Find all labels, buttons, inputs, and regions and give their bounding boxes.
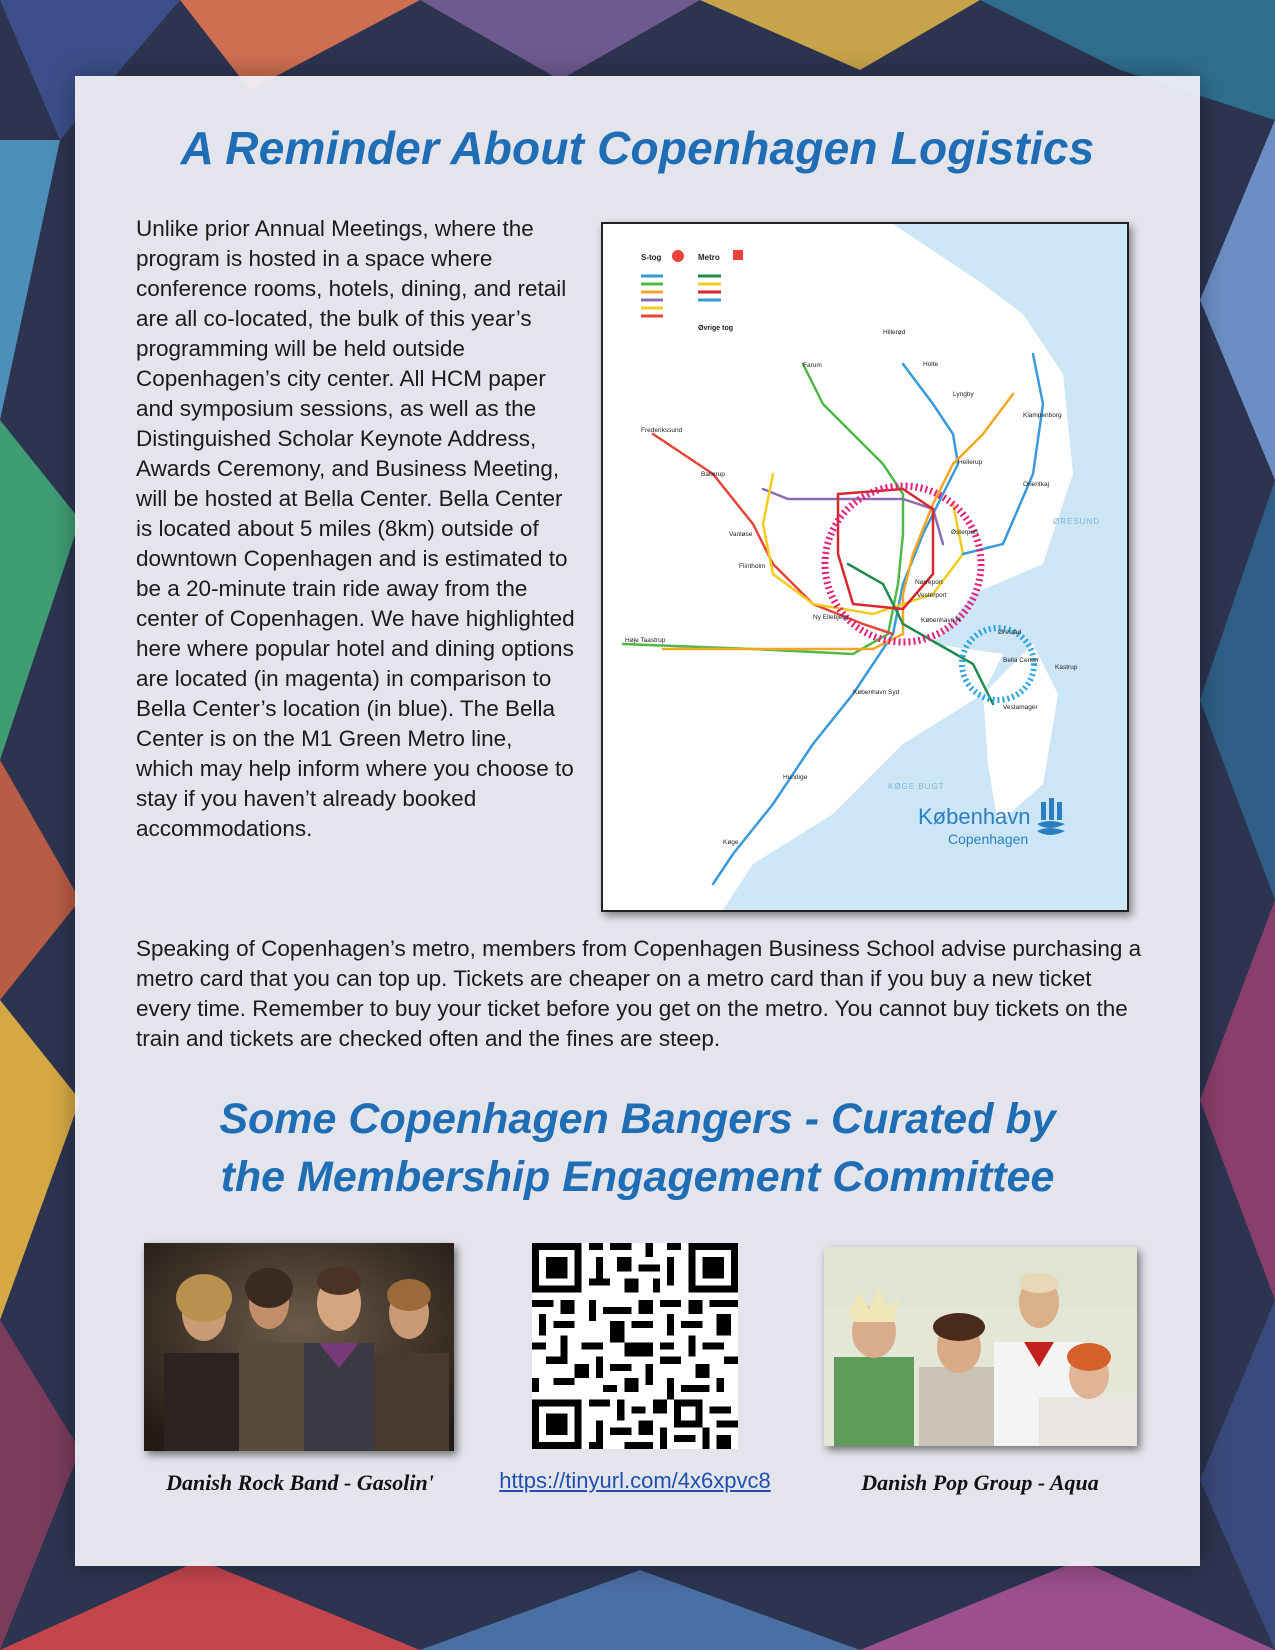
station-label: Østerport [951,529,979,536]
map-brand-sub: Copenhagen [948,831,1029,847]
intro-paragraph: Unlike prior Annual Meetings, where the program is hosted in a space where conference rooms, hotels, dining, and retail are all co-located, the bulk of this year’s programming will be held outside Copenhagen’s city center. All HCM paper and symposium sessions, as well as the Distinguished Scholar Keynote Address, Awards Ceremony, and Business Meeting, will be hosted at Bella Center. Bella Center is located about 5 miles (8km) outside of downtown Copenhagen and is estimated to be a 20-minute train ride away from the center of Copenhagen. We have highlighted here where popular hotel and dining options are located (in magenta) in comparison to Bella Center’s location (in blue). The Bella Center is on the M1 Green Metro line, which may help inform where you choose to stay if you haven’t already booked accommodations. [136,216,575,841]
station-label: Vesterport [917,592,947,599]
station-label: Orientkaj [1023,481,1050,488]
station-label: Lyngby [953,391,974,398]
station-label: Hundige [783,774,808,781]
station-label: Klampenborg [1023,412,1062,419]
gasolin-caption: Danish Rock Band - Gasolin' [166,1470,434,1495]
sea-label: ØRESUND [1053,517,1101,526]
station-label: Vanløse [729,531,753,538]
aqua-caption: Danish Pop Group - Aqua [861,1470,1099,1495]
station-label: Nørreport [915,579,943,586]
station-label: Høje Taastrup [625,637,666,644]
playlist-qr-code[interactable] [532,1243,738,1449]
legend-other: Øvrige tog [698,325,734,332]
station-label: Ørestad [998,629,1022,636]
legend-metro: Metro [698,253,720,262]
aqua-group-photo [824,1247,1137,1446]
copenhagen-transit-map [601,222,1129,912]
page-title: A Reminder About Copenhagen Logistics [180,122,1095,174]
station-label: Hellerup [958,459,983,466]
station-label: København Syd [853,689,900,696]
line-coast [963,354,1043,554]
station-label: Farum [803,362,822,369]
station-label: Hillerød [883,329,906,336]
station-label: Flintholm [739,563,766,570]
bay-label: KØGE BUGT [888,782,945,791]
music-heading-line1: Some Copenhagen Bangers - Curated by [219,1095,1056,1143]
map-legend [641,250,743,332]
line-b [623,364,903,654]
playlist-link[interactable]: https://tinyurl.com/4x6xpvc8 [499,1468,771,1493]
music-heading-line2: the Membership Engagement Committee [220,1153,1055,1201]
station-label: Køge [723,839,739,846]
station-label: Frederikssund [641,427,683,434]
legend-stog: S-tog [641,253,662,262]
station-label: København H [921,617,961,624]
music-heading [0,1090,1275,1206]
station-label: Vestamager [1003,704,1038,711]
map-brand-name: København [918,804,1031,829]
station-label: Ballerup [701,471,725,478]
metro-tip-paragraph: Speaking of Copenhagen’s metro, members from Copenhagen Business School advise purchasing a metro card that you can top up. Tickets are cheaper on a metro card than if you buy a new ticket every time. Remember to buy your ticket before you get on the metro. You cannot buy tickets on the train and tickets are checked often and the fines are steep. [136,936,1142,1051]
station-label: Holte [923,361,939,368]
station-label: Bella Center [1003,657,1039,664]
station-label: Ny Ellebjerg [813,614,849,621]
gasolin-band-photo [144,1243,454,1451]
station-label: Kastrup [1055,664,1078,671]
